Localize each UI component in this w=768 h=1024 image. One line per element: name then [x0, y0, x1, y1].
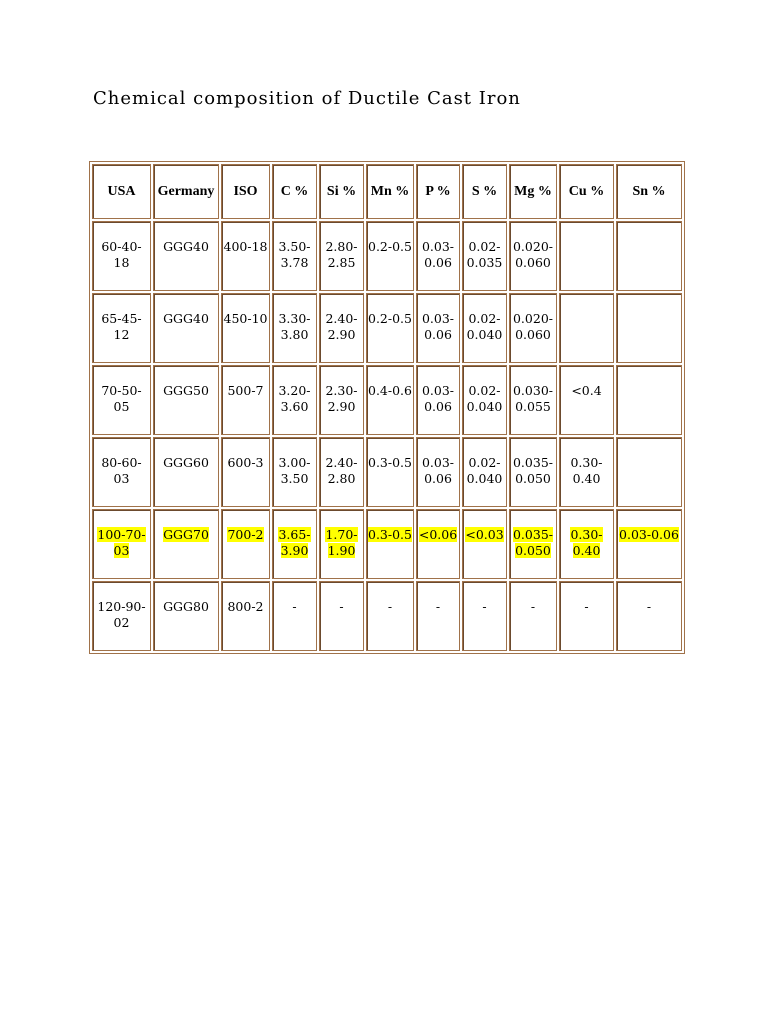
cell-text: 18 [113, 255, 130, 270]
cell-text: 0.02- [468, 383, 501, 398]
table-cell [319, 293, 364, 363]
table-cell [221, 509, 270, 579]
table-cell [509, 293, 557, 363]
table-cell [416, 365, 460, 435]
table-cell [559, 293, 614, 363]
table-cell [366, 581, 414, 651]
column-header: C % [272, 164, 317, 219]
cell-text: - [482, 599, 487, 614]
cell-text: <0.4 [571, 383, 602, 398]
cell-text: 3.78 [280, 255, 309, 270]
table-cell [221, 365, 270, 435]
cell-text: 03 [113, 543, 130, 558]
table-cell [92, 365, 151, 435]
cell-text: 3.50 [280, 471, 309, 486]
table-cell [319, 365, 364, 435]
table-body [92, 221, 682, 651]
cell-text: 3.50- [278, 239, 311, 254]
cell-text: 2.90 [327, 399, 356, 414]
table-cell [272, 437, 317, 507]
cell-text: 0.30- [570, 455, 603, 470]
cell-text: 0.035- [512, 527, 553, 542]
page-title: Chemical composition of Ductile Cast Iron [93, 88, 521, 109]
cell-text: 0.02- [468, 311, 501, 326]
cell-text: 450-10 [223, 311, 268, 326]
column-header: Si % [319, 164, 364, 219]
cell-text: 0.055 [515, 399, 551, 414]
cell-text: GGG40 [163, 239, 209, 254]
table-row [92, 365, 682, 435]
table-cell [366, 437, 414, 507]
cell-text: 3.65- [278, 527, 311, 542]
table-cell [462, 221, 507, 291]
cell-text: - [387, 599, 393, 614]
column-header: P % [416, 164, 460, 219]
cell-text: 65-45- [101, 311, 142, 326]
cell-text: 0.040 [466, 327, 503, 342]
cell-text: GGG80 [163, 599, 209, 614]
cell-text: 0.3-0.5 [368, 455, 412, 470]
table-cell [509, 221, 557, 291]
table-cell [92, 581, 151, 651]
table-cell [92, 221, 151, 291]
cell-text: 0.4-0.6 [368, 383, 412, 398]
table-cell [416, 221, 460, 291]
cell-text: 0.040 [466, 471, 503, 486]
table-cell [616, 221, 682, 291]
cell-text: 0.2-0.5 [368, 239, 412, 254]
cell-text: - [339, 599, 344, 614]
table-row [92, 437, 682, 507]
cell-text: 03 [113, 471, 130, 486]
cell-text: 0.050 [515, 471, 551, 486]
column-header: Germany [153, 164, 219, 219]
cell-text: 2.80- [325, 239, 358, 254]
cell-text: 70-50- [101, 383, 142, 398]
table-cell [272, 509, 317, 579]
table-cell [416, 293, 460, 363]
table-cell [153, 365, 219, 435]
column-header: ISO [221, 164, 270, 219]
table-cell [366, 365, 414, 435]
table-row [92, 581, 682, 651]
column-header: USA [92, 164, 151, 219]
table-cell [272, 365, 317, 435]
cell-text: 80-60- [101, 455, 142, 470]
cell-text: 0.050 [515, 543, 551, 558]
cell-text: 0.03- [421, 455, 455, 470]
table-cell [559, 509, 614, 579]
table-cell [366, 509, 414, 579]
cell-text: 3.80 [280, 327, 309, 342]
table-cell [319, 509, 364, 579]
table-cell [92, 293, 151, 363]
cell-text: 0.03- [421, 239, 455, 254]
cell-text: 2.30- [325, 383, 358, 398]
cell-text: 100-70- [97, 527, 146, 542]
cell-text: 0.40 [572, 543, 601, 558]
table-cell [559, 581, 614, 651]
cell-text: 0.02- [468, 239, 501, 254]
table-cell [509, 581, 557, 651]
cell-text: 120-90- [97, 599, 146, 614]
cell-text: 05 [113, 399, 130, 414]
table-cell [509, 437, 557, 507]
cell-text: GGG60 [163, 455, 209, 470]
table-cell [272, 293, 317, 363]
table-cell [272, 581, 317, 651]
cell-text: 0.40 [572, 471, 601, 486]
cell-text: 3.30- [278, 311, 311, 326]
cell-text: 0.035 [466, 255, 503, 270]
table-cell [616, 581, 682, 651]
table-cell [559, 221, 614, 291]
table-cell [462, 581, 507, 651]
cell-text: 800-2 [227, 599, 264, 614]
column-header: S % [462, 164, 507, 219]
cell-text: 0.030- [512, 383, 553, 398]
cell-text: 0.2-0.5 [368, 311, 412, 326]
table-row [92, 509, 682, 579]
table-cell [559, 437, 614, 507]
cell-text: 3.90 [280, 543, 309, 558]
table-cell [416, 581, 460, 651]
cell-text: 0.02- [468, 455, 501, 470]
column-header: Cu % [559, 164, 614, 219]
table-cell [153, 509, 219, 579]
cell-text: 2.80 [327, 471, 356, 486]
cell-text: 0.06 [424, 471, 452, 486]
cell-text: 0.06 [424, 327, 452, 342]
table-row [92, 293, 682, 363]
table-cell [92, 437, 151, 507]
cell-text: 0.020- [512, 239, 553, 254]
table-cell [462, 437, 507, 507]
table-cell [221, 581, 270, 651]
table-cell [509, 365, 557, 435]
table-cell [153, 293, 219, 363]
cell-text: 0.06 [424, 399, 452, 414]
table-cell [616, 293, 682, 363]
column-header: Mg % [509, 164, 557, 219]
cell-text: 12 [113, 327, 130, 342]
cell-text: 500-7 [227, 383, 264, 398]
table-cell [153, 581, 219, 651]
cell-text: 0.060 [515, 327, 551, 342]
cell-text: - [292, 599, 297, 614]
cell-text: 0.30- [570, 527, 603, 542]
table-row [92, 221, 682, 291]
header-row [92, 164, 682, 219]
cell-text: 1.70- [325, 527, 358, 542]
cell-text: <0.03 [465, 527, 504, 542]
table-cell [92, 509, 151, 579]
cell-text: - [584, 599, 589, 614]
cell-text: 600-3 [227, 455, 264, 470]
cell-text: 1.90 [327, 543, 356, 558]
cell-text: 400-18 [223, 239, 268, 254]
table-cell [509, 509, 557, 579]
cell-text: 0.035- [512, 455, 553, 470]
cell-text: 0.020- [512, 311, 553, 326]
composition-table [89, 161, 685, 654]
table-cell [319, 581, 364, 651]
column-header: Mn % [366, 164, 414, 219]
cell-text: 2.85 [327, 255, 356, 270]
cell-text: 0.040 [466, 399, 503, 414]
table-cell [559, 365, 614, 435]
table-cell [616, 437, 682, 507]
table-cell [221, 221, 270, 291]
cell-text: 0.06 [424, 255, 452, 270]
cell-text: 0.060 [515, 255, 551, 270]
cell-text: 0.03- [421, 383, 455, 398]
cell-text: GGG70 [163, 527, 209, 542]
table-cell [272, 221, 317, 291]
table-cell [416, 437, 460, 507]
table-cell [462, 509, 507, 579]
cell-text: 2.90 [327, 327, 356, 342]
cell-text: 2.40- [325, 311, 358, 326]
table-cell [319, 221, 364, 291]
cell-text: - [646, 599, 652, 614]
cell-text: GGG50 [163, 383, 209, 398]
table-cell [416, 509, 460, 579]
table-cell [221, 293, 270, 363]
cell-text: 3.60 [280, 399, 309, 414]
table-cell [153, 221, 219, 291]
table-cell [366, 293, 414, 363]
cell-text: 3.20- [278, 383, 311, 398]
table-cell [366, 221, 414, 291]
cell-text: 0.03-0.06 [619, 527, 679, 542]
table-cell [153, 437, 219, 507]
cell-text: GGG40 [163, 311, 209, 326]
cell-text: 2.40- [325, 455, 358, 470]
table-cell [616, 365, 682, 435]
table-cell [319, 437, 364, 507]
table-cell [462, 293, 507, 363]
cell-text: - [530, 599, 536, 614]
cell-text: 02 [113, 615, 130, 630]
cell-text: 0.03- [421, 311, 455, 326]
cell-text: 3.00- [278, 455, 311, 470]
table-cell [462, 365, 507, 435]
cell-text: 700-2 [227, 527, 264, 542]
table-cell [221, 437, 270, 507]
cell-text: <0.06 [418, 527, 458, 542]
table-cell [616, 509, 682, 579]
cell-text: 0.3-0.5 [368, 527, 412, 542]
column-header: Sn % [616, 164, 682, 219]
cell-text: 60-40- [101, 239, 142, 254]
cell-text: - [435, 599, 441, 614]
